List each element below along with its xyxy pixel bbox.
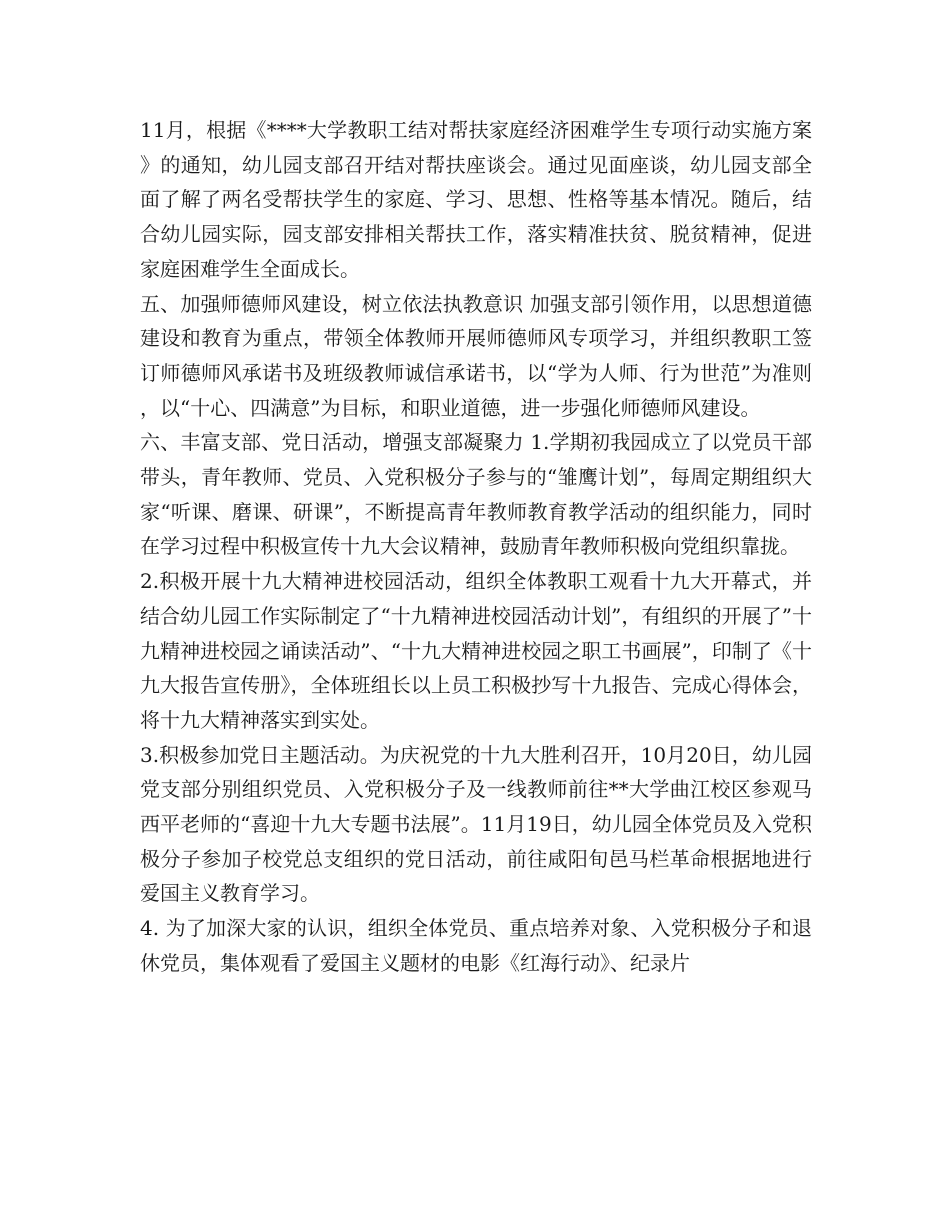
paragraph-teacher-ethics: 五、加强师德师风建设，树立依法执教意识 加强支部引领作用，以思想道德建设和教育为重点，带领全体教师开展师德师风专项学习，并组织教职工签订师德师风承诺书及班级教师诚信承诺书，以“学为人师、行为世范”为准则，以“十心、四满意”为目标，和职业道德，进一步强化师德师风建设。 bbox=[140, 291, 812, 420]
paragraph-party-day: 3.积极参加党日主题活动。为庆祝党的十九大胜利召开，10月20日，幼儿园党支部分别组织党员、入党积极分子及一线教师前往**大学曲江校区参观马西平老师的“喜迎十九大专题书法展”。11月19日，幼儿园全体党员及入党积极分子参加子校党总支组织的党日活动，前往咸阳旬邑马栏革命根据地进行爱国主义教育学习。 bbox=[140, 742, 812, 906]
paragraph-assistance: 11月，根据《****大学教职工结对帮扶家庭经济困难学生专项行动实施方案》的通知，幼儿园支部召开结对帮扶座谈会。通过见面座谈，幼儿园支部全面了解了两名受帮扶学生的家庭、学习、思想、性格等基本情况。随后，结合幼儿园实际，园支部安排相关帮扶工作，落实精准扶贫、脱贫精神，促进家庭困难学生全面成长。 bbox=[140, 118, 812, 281]
document-body bbox=[140, 113, 812, 981]
paragraph-nineteenth-congress: 2.积极开展十九大精神进校园活动，组织全体教职工观看十九大开幕式，并结合幼儿园工作实际制定了“十九精神进校园活动计划”，有组织的开展了”十九精神进校园之诵读活动”、“十九大精神进校园之职工书画展”，印制了《十九大报告宣传册》，全体班组长以上员工积极抄写十九报告、完成心得体会，将十九大精神落实到实处。 bbox=[140, 569, 812, 732]
paragraph-patriotic-film: 4. 为了加深大家的认识，组织全体党员、重点培养对象、入党积极分子和退休党员，集体观看了爱国主义题材的电影《红海行动》、纪录片 bbox=[140, 916, 812, 975]
paragraph-party-activities: 六、丰富支部、党日活动，增强支部凝聚力 1.学期初我园成立了以党员干部带头，青年教师、党员、入党积极分子参与的“雏鹰计划”，每周定期组织大家“听课、磨课、研课”，不断提高青年教师教育教学活动的组织能力，同时在学习过程中积极宣传十九大会议精神，鼓励青年教师积极向党组织靠拢。 bbox=[140, 430, 812, 559]
